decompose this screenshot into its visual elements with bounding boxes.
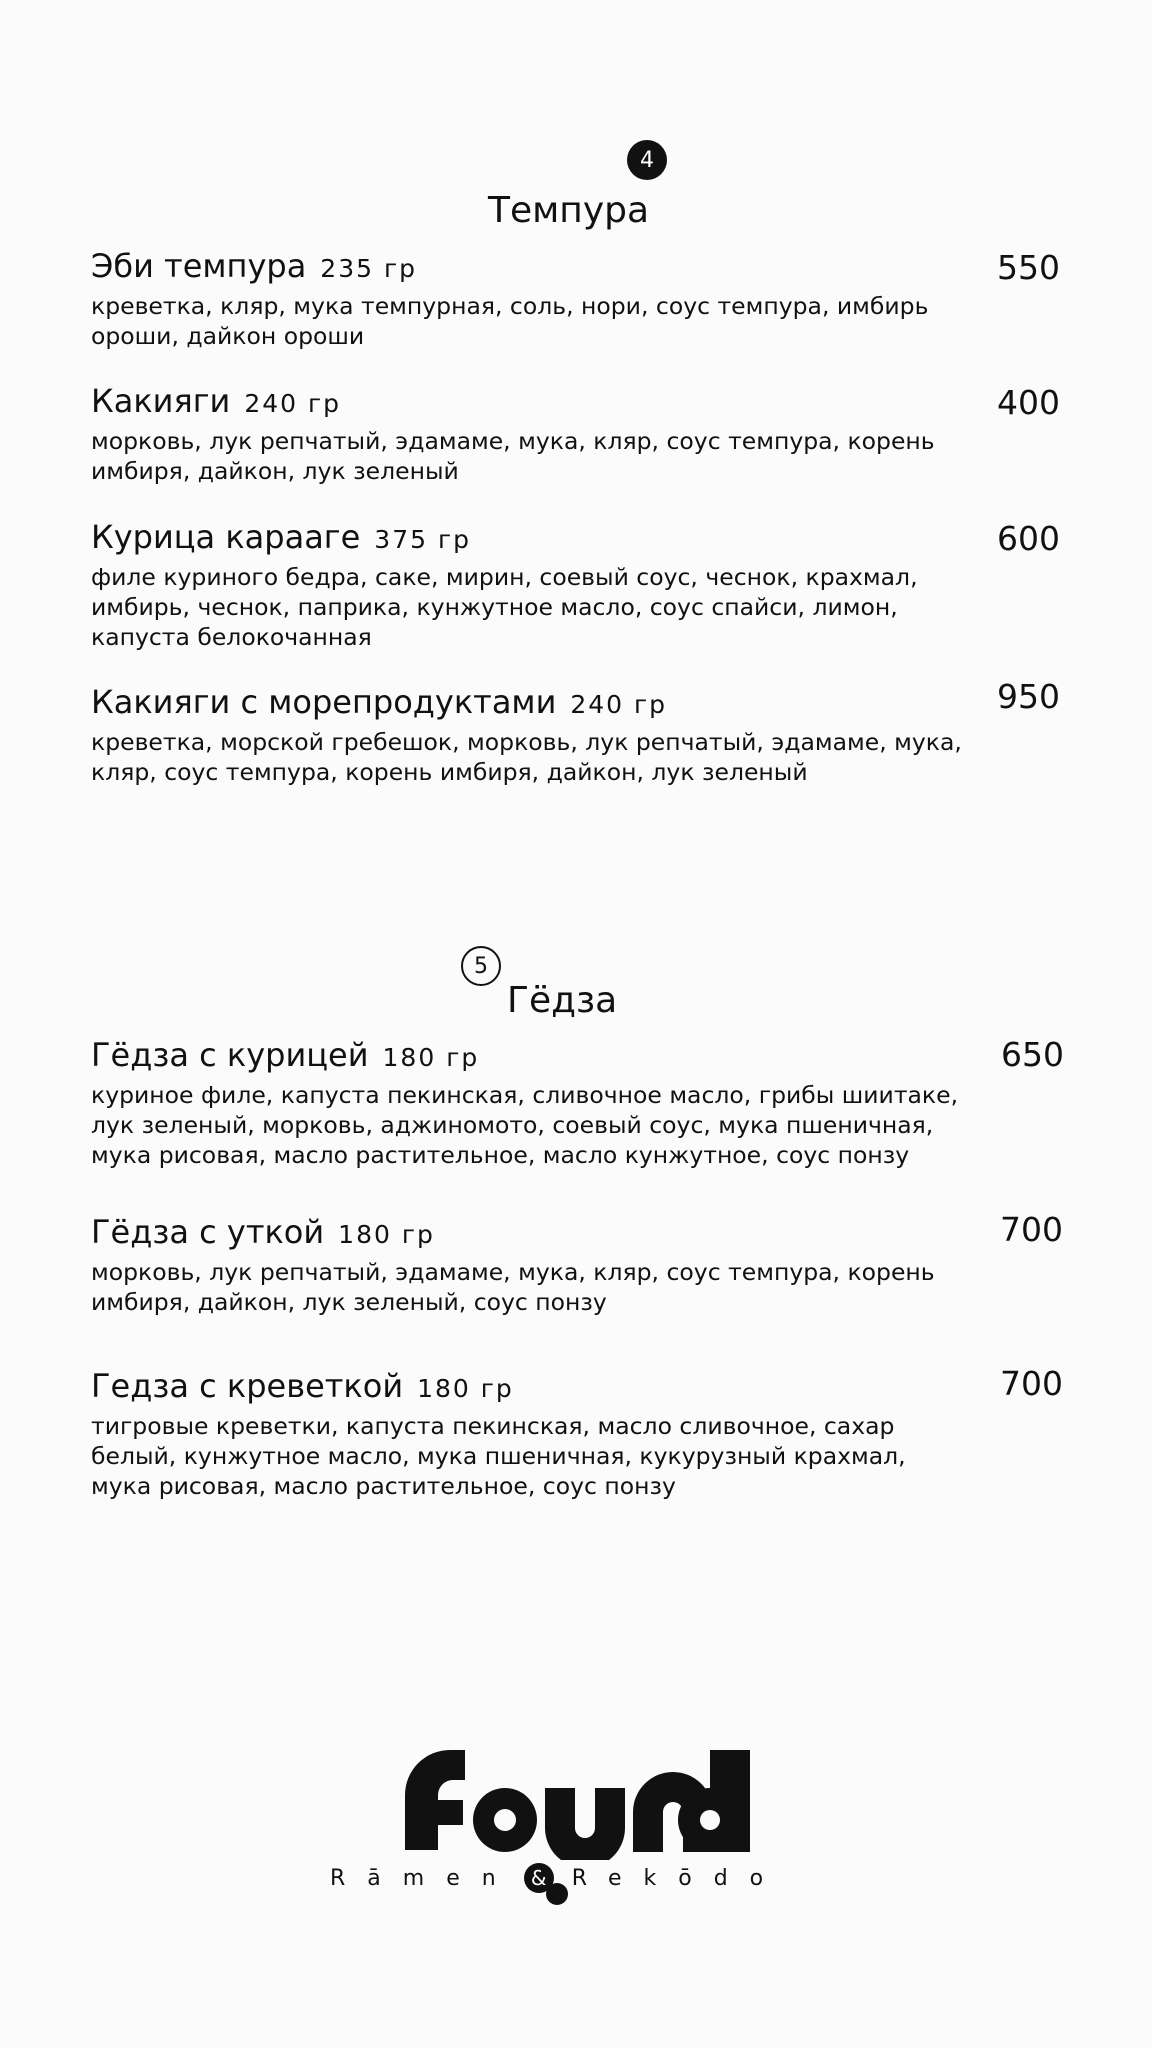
item-weight: 180 гр <box>382 1043 480 1072</box>
item-weight: 235 гр <box>320 254 417 283</box>
item-name: Гёдза с курицей <box>91 1036 369 1074</box>
section-number-badge: 4 <box>627 140 667 180</box>
item-price: 550 <box>997 248 1060 287</box>
item-price: 650 <box>1001 1035 1064 1074</box>
ampersand-dot <box>546 1883 568 1905</box>
section-title-gyoza: Гёдза <box>507 980 618 1021</box>
item-description: морковь, лук репчатый, эдамаме, мука, кляр, соус темпура, корень имбиря, дайкон, лук зеленый, соус понзу <box>91 1258 935 1316</box>
menu-item <box>91 1368 991 1501</box>
item-name: Какияги <box>91 382 231 420</box>
section-title-tempura: Темпура <box>488 190 650 231</box>
item-name: Эби темпура <box>91 247 307 285</box>
item-name: Гёдза с уткой <box>91 1213 325 1251</box>
tagline-rekodo: Rekōdo <box>571 1866 786 1891</box>
brand-logo <box>330 1740 830 1891</box>
menu-item <box>91 383 991 486</box>
menu-item <box>91 519 991 652</box>
item-weight: 180 гр <box>417 1374 514 1403</box>
section-number-badge: 5 <box>461 946 501 986</box>
item-name: Гедза с креветкой <box>91 1367 404 1405</box>
found-logo-icon <box>395 1740 755 1860</box>
item-description: филе куриного бедра, саке, мирин, соевый соус, чеснок, крахмал, имбирь, чеснок, паприка, кунжутное масло, соус спайси, лимон, капуста белокочанная <box>91 563 918 651</box>
item-description: креветка, морской гребешок, морковь, лук репчатый, эдамаме, мука, кляр, соус темпура, корень имбиря, дайкон, лук зеленый <box>91 728 962 786</box>
item-weight: 180 гр <box>338 1220 435 1249</box>
item-price: 950 <box>997 677 1060 716</box>
item-description: куриное филе, капуста пекинская, сливочное масло, грибы шиитаке, лук зеленый, морковь, аджиномото, соевый соус, мука пшеничная, мука рисовая, масло растительное, масло кунжутное, соус понзу <box>91 1081 959 1169</box>
item-price: 700 <box>1000 1210 1063 1249</box>
item-description: морковь, лук репчатый, эдамаме, мука, кляр, соус темпура, корень имбиря, дайкон, лук зеленый <box>91 427 935 485</box>
brand-tagline <box>330 1863 810 1893</box>
item-description: тигровые креветки, капуста пекинская, масло сливочное, сахар белый, кунжутное масло, мука пшеничная, кукурузный крахмал, мука рисовая, масло растительное, соус понзу <box>91 1412 906 1500</box>
ampersand-badge <box>524 1863 554 1893</box>
item-name: Курица карааге <box>91 518 361 556</box>
menu-item <box>91 1214 991 1317</box>
item-weight: 375 гр <box>374 525 471 554</box>
ampersand: & <box>530 1866 547 1890</box>
tagline-ramen: Rāmen <box>330 1866 518 1891</box>
menu-item <box>91 684 991 787</box>
menu-item <box>91 248 991 351</box>
item-description: креветка, кляр, мука темпурная, соль, нори, соус темпура, имбирь ороши, дайкон ороши <box>91 292 929 350</box>
item-weight: 240 гр <box>244 389 341 418</box>
item-weight: 240 гр <box>570 690 668 719</box>
item-name: Какияги с морепродуктами <box>91 683 557 721</box>
item-price: 600 <box>997 519 1060 558</box>
item-price: 700 <box>1000 1364 1063 1403</box>
menu-item <box>91 1037 991 1170</box>
item-price: 400 <box>997 383 1060 422</box>
